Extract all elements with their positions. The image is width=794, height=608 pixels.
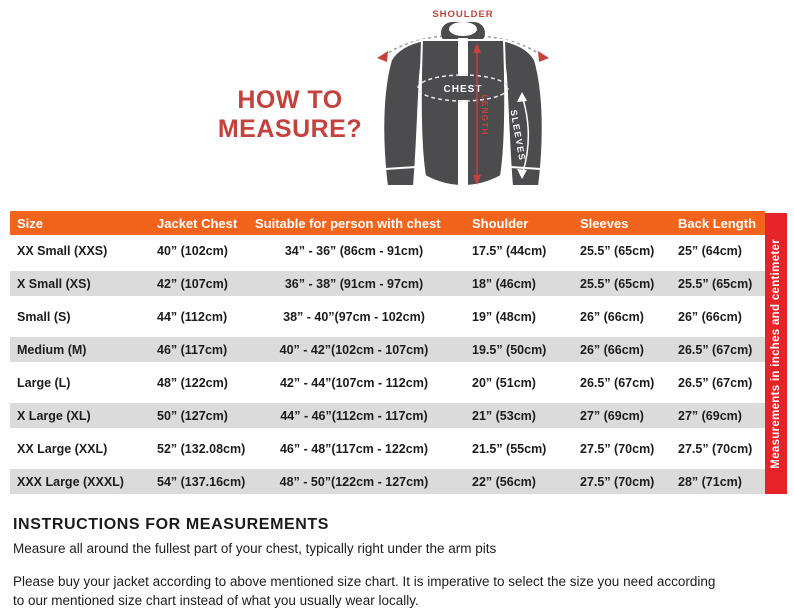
jacket-zipper-lower xyxy=(458,100,468,188)
cell-shoulder: 20” (51cm) xyxy=(472,375,536,390)
table-row xyxy=(10,304,765,329)
cell-back-length: 26.5” (67cm) xyxy=(678,342,753,357)
cell-sleeves: 27.5” (70cm) xyxy=(580,441,655,456)
cell-back-length: 25.5” (65cm) xyxy=(678,276,753,291)
size-table-header xyxy=(10,211,765,235)
cell-jacket-chest: 52” (132.08cm) xyxy=(157,441,246,456)
cell-shoulder: 19” (48cm) xyxy=(472,309,536,324)
instructions-paragraph-2-line2: to our mentioned size chart instead of what you usually wear locally. xyxy=(13,593,419,608)
jacket-neck-opening xyxy=(449,22,477,36)
column-header-shoulder: Shoulder xyxy=(472,215,529,231)
cell-jacket-chest: 40” (102cm) xyxy=(157,243,228,258)
cell-back-length: 27” (69cm) xyxy=(678,408,742,423)
cell-suitable: 34” - 36” (86cm - 91cm) xyxy=(284,243,424,258)
cell-suitable: 48” - 50”(122cm - 127cm) xyxy=(279,474,429,489)
cell-size: XX Small (XXS) xyxy=(17,243,108,258)
cell-suitable: 46” - 48”(117cm - 122cm) xyxy=(279,441,428,456)
cell-size: XX Large (XXL) xyxy=(17,441,108,456)
cell-suitable: 40” - 42”(102cm - 107cm) xyxy=(279,342,429,357)
cell-shoulder: 22” (56cm) xyxy=(472,474,536,489)
cell-sleeves: 27” (69cm) xyxy=(580,408,644,423)
cell-shoulder: 21” (53cm) xyxy=(472,408,536,423)
instructions-paragraph-2 xyxy=(13,572,785,608)
cell-sleeves: 26” (66cm) xyxy=(580,309,644,324)
cell-size: X Large (XL) xyxy=(17,408,91,423)
cell-size: Small (S) xyxy=(17,309,71,324)
size-table xyxy=(10,211,765,502)
cell-sleeves: 26.5” (67cm) xyxy=(580,375,655,390)
length-label: LENGTH xyxy=(480,94,490,136)
shoulder-label: SHOULDER xyxy=(432,9,494,20)
cell-suitable: 42” - 44”(107cm - 112cm) xyxy=(279,375,428,390)
cell-back-length: 26” (66cm) xyxy=(678,309,742,324)
cell-sleeves: 26” (66cm) xyxy=(580,342,644,357)
how-to-measure-title xyxy=(200,86,380,144)
column-header-back-length: Back Length xyxy=(678,215,757,231)
size-table-body xyxy=(10,238,765,494)
cell-back-length: 28” (71cm) xyxy=(678,474,742,489)
cell-jacket-chest: 50” (127cm) xyxy=(157,408,228,423)
cell-back-length: 27.5” (70cm) xyxy=(678,441,753,456)
measurements-unit-note: Measurements in inches and centimeter xyxy=(770,238,782,469)
cell-size: X Small (XS) xyxy=(17,276,91,291)
cell-shoulder: 21.5” (55cm) xyxy=(472,441,547,456)
cell-size: XXX Large (XXXL) xyxy=(17,474,124,489)
cell-size: Large (L) xyxy=(17,375,71,390)
jacket-measurement-diagram xyxy=(360,0,572,208)
cell-sleeves: 27.5” (70cm) xyxy=(580,474,655,489)
instructions-section xyxy=(13,516,785,608)
cell-shoulder: 17.5” (44cm) xyxy=(472,243,547,258)
table-row xyxy=(10,370,765,395)
shoulder-arrowhead-left xyxy=(377,51,388,62)
cell-back-length: 25” (64cm) xyxy=(678,243,742,258)
cell-suitable: 38” - 40”(97cm - 102cm) xyxy=(283,309,425,324)
cell-jacket-chest: 42” (107cm) xyxy=(157,276,228,291)
cell-suitable: 36” - 38” (91cm - 97cm) xyxy=(284,276,424,291)
cell-jacket-chest: 46” (117cm) xyxy=(157,342,228,357)
cell-suitable: 44” - 46”(112cm - 117cm) xyxy=(280,408,428,423)
jacket-left-sleeve xyxy=(383,40,424,186)
cell-jacket-chest: 54” (137.16cm) xyxy=(157,474,246,489)
sleeves-label: SLEEVES xyxy=(508,108,528,162)
chest-label: CHEST xyxy=(443,84,483,95)
table-row xyxy=(10,238,765,263)
column-header-jacket-chest: Jacket Chest xyxy=(157,215,238,231)
shoulder-arrowhead-right xyxy=(538,51,549,62)
table-row xyxy=(10,403,765,428)
jacket-illustration-svg xyxy=(360,0,572,208)
how-to-measure-line1: HOW TO xyxy=(237,86,343,114)
table-row xyxy=(10,271,765,296)
measurements-unit-strip xyxy=(765,213,787,494)
cell-jacket-chest: 44” (112cm) xyxy=(157,309,228,324)
cell-size: Medium (M) xyxy=(17,342,87,357)
column-header-sleeves: Sleeves xyxy=(580,215,629,231)
cell-back-length: 26.5” (67cm) xyxy=(678,375,753,390)
cell-shoulder: 18” (46cm) xyxy=(472,276,536,291)
instructions-paragraph-1: Measure all around the fullest part of your chest, typically right under the arm pits xyxy=(13,541,497,556)
cell-sleeves: 25.5” (65cm) xyxy=(580,243,655,258)
table-row xyxy=(10,436,765,461)
jacket-right-sleeve xyxy=(502,40,543,186)
instructions-paragraph-2-line1: Please buy your jacket according to above mentioned size chart. It is imperative to select the size you need according xyxy=(13,574,716,589)
column-header-size: Size xyxy=(17,215,44,231)
table-row xyxy=(10,337,765,362)
instructions-heading: INSTRUCTIONS FOR MEASUREMENTS xyxy=(13,516,330,533)
table-row xyxy=(10,469,765,494)
cell-sleeves: 25.5” (65cm) xyxy=(580,276,655,291)
how-to-measure-line2: MEASURE? xyxy=(217,115,363,143)
cell-jacket-chest: 48” (122cm) xyxy=(157,375,228,390)
jacket-zipper-upper xyxy=(458,38,468,76)
cell-shoulder: 19.5” (50cm) xyxy=(472,342,547,357)
column-header-suitable: Suitable for person with chest xyxy=(255,215,441,231)
